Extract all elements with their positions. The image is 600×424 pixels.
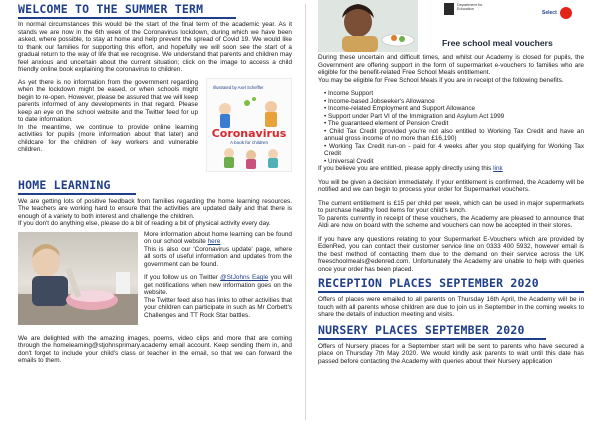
apply-link[interactable]: link <box>493 165 503 172</box>
summer-term-paragraph-2: As yet there is no information from the government regarding when the lockdown might be eased, or when schools might begin to re-open. However, please be assured that we will keep parents informed of any developments in that regard. Please keep an eye on the school website and the Twitter feed for up to date information. <box>18 78 198 123</box>
twitter-outro-text: you will get notifications when new information goes on the website. <box>144 274 292 296</box>
benefit-item: • Income Support <box>324 90 584 98</box>
benefit-item: • Income-based Jobseeker's Allowance <box>324 98 584 106</box>
school-website-link[interactable]: here <box>207 238 221 245</box>
twitter-handle-link[interactable]: @StJohns Eagle <box>220 274 269 281</box>
banner-title: Free school meal vouchers <box>442 38 553 48</box>
select-logo-label: Select <box>542 10 557 16</box>
fsm-paragraph-2: You may be eligible for Free School Meals if you are in receipt of the following benefits. <box>318 76 564 84</box>
benefit-item: • Universal Credit <box>324 158 584 166</box>
fsm-paragraph-3 <box>318 165 584 173</box>
fsm-paragraph-5: The current entitlement is £15 per child per week, which can be used in major supermarkets to purchase healthy food items for your child's lunch. <box>318 199 584 214</box>
left-column <box>18 0 292 365</box>
summer-term-paragraph-1: In normal circumstances this would be the start of the final term of the academic year. As it stands we are now in the 6th week of the Coronavirus lockdown, during which we have been asked, where possible, to stay at home and help prevent the spread of Covid 19. We would like to thank our families for supporting this effort, and hopefully we will soon see the start of a gradual return to the way of life that we recognise. We understand that parents and children may feel anxious and uncertain about the current situation; click on the image to access a child friendly online book explaining the coronavirus to children. <box>18 21 292 73</box>
nursery-places-paragraph: Offers of Nursery places for a September start will be sent to parents who have secured a place on Thursday 7th May 2020. We would kindly ask parents to wait until this date has passed before contacting the Academy with queries about their Nursery application <box>318 342 584 365</box>
summer-term-paragraph-3: In the meantime, we continue to provide online learning activities for pupils (more information about that later) and childcare for the children of key workers and vulnerable children. <box>18 123 198 153</box>
fsm-paragraph-7: If you have any questions relating to your Supermarket E-Vouchers which are provided by EdenRed, you can contact their customer service line on 0333 400 5932, however email is the best method of contacting them due to the demand on their service across the UK freeschoolmeals@edenred.com. Unfortunately the Academy are unable to help with queries once your order has been placed. <box>318 235 584 273</box>
home-learning-paragraph-6: The Twitter feed also has links to other activities that your children can participate in such as Mr Corbett's Challenges and TT Rock Star battles. <box>144 296 293 319</box>
dfe-crest-icon <box>444 3 454 15</box>
dfe-label: Department for Education <box>457 3 483 12</box>
fsm-paragraph-1: During these uncertain and difficult times, and whilst our Academy is closed for pupils, the Government are offering support in the form of supermarket e-vouchers to families who are eligible for the benefit-related Free School Meals entitlement. <box>318 54 584 76</box>
free-school-meals-banner <box>318 0 584 52</box>
boy-baking-photo <box>18 232 138 325</box>
home-learning-paragraph-4: This is also our 'Coronavirus update' page, where all sorts of useful information and updates from the government can be found. <box>144 245 292 268</box>
benefit-item: • Working Tax Credit run-on - paid for 4 weeks after you stop qualifying for Working Tax Credit <box>324 143 584 158</box>
benefits-list <box>318 90 584 165</box>
home-learning-paragraph-7: We are delighted with the amazing images, poems, video clips and more that are coming through the homelearning@stjohnsprimary.academy email account. Keep sending them in, and don't forget to include your child's class or teacher in the email, so that we can forward the emails to them. <box>18 334 292 364</box>
book-cover-illustration <box>207 79 291 171</box>
benefit-item: • Income-related Employment and Support Allowance <box>324 105 584 113</box>
home-learning-heading: HOME LEARNING <box>18 179 136 195</box>
home-learning-paragraph-2: If you don't do anything else, please do a bit of reading a bit of physical activity every day. <box>18 220 271 227</box>
book-subtitle: A book for children <box>229 139 269 145</box>
book-title: Coronavirus <box>211 126 287 140</box>
column-divider <box>305 4 306 420</box>
right-column <box>318 0 584 365</box>
book-illustrator-credit: Illustrated by Axel Scheffler <box>213 84 264 90</box>
nursery-places-heading: NURSERY PLACES SEPTEMBER 2020 <box>318 324 546 340</box>
apply-text: If you believe you are entitled, please apply directly using this <box>318 165 494 172</box>
home-learning-website-text: More information about home learning can be found on our school website <box>144 230 292 245</box>
reception-places-heading: RECEPTION PLACES SEPTEMBER 2020 <box>318 277 584 293</box>
boy-baking-illustration <box>18 232 138 325</box>
home-learning-paragraph-1: We are getting lots of positive feedback from families regarding the home learning resources. The teachers are working hard to ensure that the activities are updated daily and that there is enough of a variety to both interest and challenge the children. <box>18 197 292 220</box>
fsm-paragraph-6: To parents currently in receipt of these vouchers, the Academy are pleased to announce that Aldi are now on board with the scheme and vouchers can now be accepted in their stores. <box>318 214 584 229</box>
benefit-item: • The guaranteed element of Pension Credit <box>324 120 584 128</box>
benefit-item: • Child Tax Credit (provided you're not also entitled to Working Tax Credit and have an annual gross income of no more than £16,190) <box>324 128 584 143</box>
summer-term-heading: WELCOME TO THE SUMMER TERM <box>18 3 236 19</box>
fsm-paragraph-4: You will be given a decision immediately. If your entitlement is confirmed, the Academy will be notified and we can begin to process your order for Supermarket vouchers. <box>318 178 584 193</box>
coronavirus-book-image[interactable] <box>206 78 292 172</box>
select-logo-icon <box>560 7 572 19</box>
benefit-item: • Support under Part VI of the Immigration and Asylum Act 1999 <box>324 113 584 121</box>
reception-places-paragraph: Offers of places were emailed to all parents on Thursday 16th April, the Academy will be in touch with all parents whose children are due to join us in September in the coming weeks to share the details of induction meeting and visits. <box>318 296 584 318</box>
twitter-intro-text: If you follow us on Twitter <box>144 274 221 281</box>
